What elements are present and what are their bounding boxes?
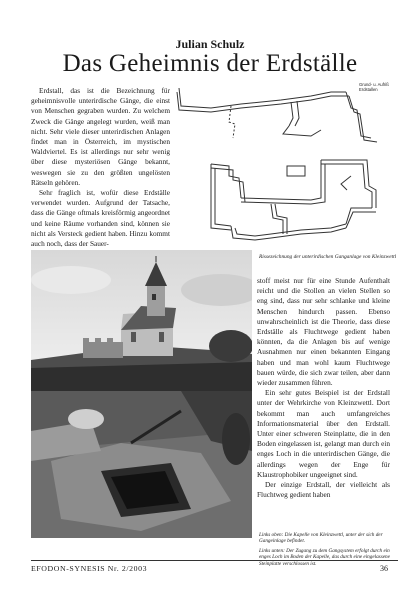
- paragraph: Erdstall, das ist die Bezeichnung für geheimnisvolle unterirdische Gänge, die einst von Menschen gegraben wurden. Zu welchem Zweck die Gänge angelegt wurden, weiß man nicht. Sehr viele dieser unterirdischen Anlagen findet man in Österreich, im mystischen Waldviertel. Es ist allerdings nur sehr wenig über diese mysteriösen Gänge bekannt, weswegen sie zu den größten ungelösten Rätseln gehören.: [31, 86, 170, 187]
- journal-name: EFODON-SYNESIS Nr. 2/2003: [31, 564, 148, 573]
- caption-top-photo: Links oben: Die Kapelle von Kleinzwettl, unter der sich der Gangeinlage befindet.: [259, 532, 383, 545]
- page-number: 36: [380, 564, 388, 573]
- photo-captions: [259, 532, 399, 570]
- floor-plan-drawing: [171, 78, 396, 248]
- paragraph: Der einzige Erdstall, der vielleicht als Fluchtweg gedient haben: [257, 480, 390, 500]
- article-column-right: [257, 276, 390, 502]
- article-author: Julian Schulz: [175, 37, 245, 51]
- footer-divider: [31, 560, 398, 561]
- article-column-left: [31, 86, 170, 251]
- plan-label-line2: Erdstallen: [359, 87, 378, 92]
- article-title: Das Geheimnis der Erdställe: [62, 50, 358, 77]
- entrance-photo: [31, 391, 252, 538]
- chapel-photo: [31, 250, 252, 391]
- caption-bottom-photo: Links unten: Der Zugang zu dem Gangsystem erfolgt durch ein enges Loch im Boden der Kapelle, das durch eine eingelassene Steinplatte verschlossen ist.: [259, 547, 390, 567]
- paragraph: stoff meist nur für eine Stunde Aufenthalt reicht und die Stollen an vielen Stellen so eng sind, dass nur sehr schlanke und kleine Menschen hindurch passen. Ebenso unwahrscheinlich ist die Theorie, dass diese Erdställe als Fluchtwege gedient haben könnten, da die Anlagen bis auf wenige Ausnahmen nur einen bekannten Eingang haben und man wohl kaum Fluchtwege bauen würde, die sich zwar teilen, aber dann wieder zusammen führen.: [257, 276, 390, 388]
- plan-caption: Rissezeichnung der unterirdischen Ganganlage von Kleinzwettl: [259, 254, 397, 260]
- paragraph: Sehr fraglich ist, wofür diese Erdställe verwendet wurden. Aufgrund der Tatsache, dass die Gänge oftmals kreisförmig angeordnet und keine Räume vorhanden sind, können sie nicht als Versteck gedient haben. Hinzu kommt auch noch, dass der Sauer-: [31, 188, 170, 249]
- plan-label-line1: Grund- u. Aufriß: [359, 82, 389, 87]
- paragraph: Ein sehr gutes Beispiel ist der Erdstall unter der Wehrkirche von Kleinzwettl. Dort bekommt man auch umfangreiches Informationsmaterial über den Erdstall. Unter einer schweren Steinplatte, die in den Boden eingelassen ist, gelangt man durch ein enges Loch in die unterirdischen Gänge, die allerdings wegen der Enge für Klaustrophobiker ungeeignet sind.: [257, 388, 390, 479]
